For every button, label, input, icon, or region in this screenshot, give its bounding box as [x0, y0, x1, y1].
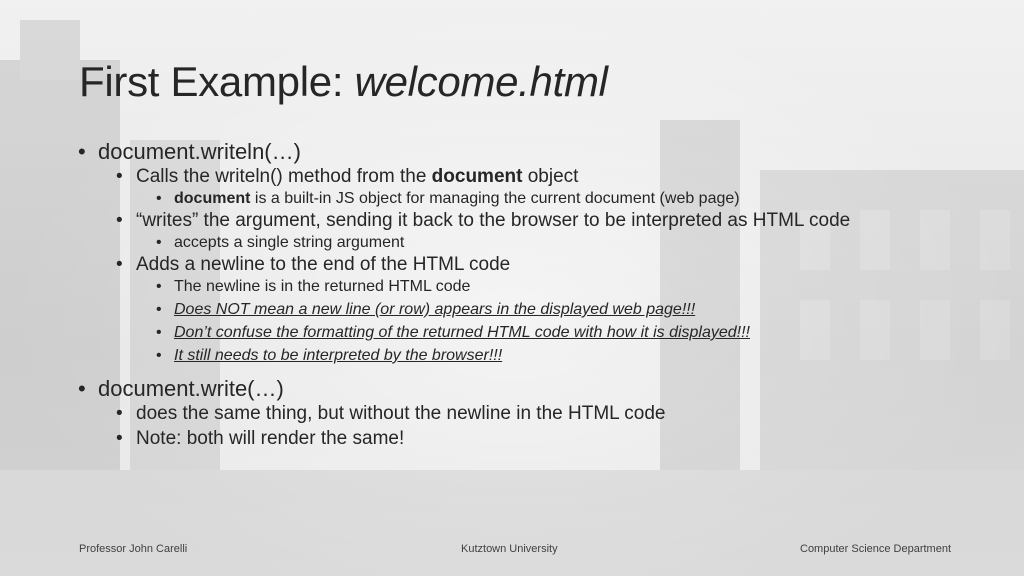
sub-sub-bullet-document-object [156, 187, 958, 210]
slide-title-filename: welcome.html [354, 58, 608, 105]
sub-sub-bullet-not-new-line [156, 298, 958, 321]
sub-bullet-adds-newline [116, 254, 958, 275]
sub-sub-bullet-text: accepts a single string argument [174, 234, 405, 251]
sub-sub-bullet-text: Does NOT mean a new line (or row) appears in the displayed web page!!! [174, 301, 696, 318]
bullet-write-text: document.write(…) [98, 376, 284, 401]
sub-bullet-calls-writeln [116, 166, 958, 187]
bullet-list [78, 134, 958, 449]
slide-title-main: First Example: [79, 58, 355, 105]
sub-sub-bullet-text: It still needs to be interpreted by the browser!!! [174, 347, 503, 364]
sub-bullet-text: Adds a newline to the end of the HTML code [136, 254, 511, 275]
sub-sub-bullet-text: Don’t confuse the formatting of the returned HTML code with how it is displayed!!! [174, 324, 750, 341]
footer-university: Kutztown University [461, 543, 558, 555]
bold-keyword-document: document [174, 190, 251, 207]
sub-sub-bullet-newline-in-code [156, 275, 958, 298]
sub-bullet-text: Note: both will render the same! [136, 428, 405, 449]
sub-bullet-writes-argument [116, 210, 958, 231]
sub-bullet-text: “writes” the argument, sending it back to the browser to be interpreted as HTML code [136, 210, 851, 231]
sub-sub-bullet-text: The newline is in the returned HTML code [174, 278, 471, 295]
sub-sub-bullet-interpreted [156, 344, 958, 367]
bullet-writeln [78, 138, 958, 166]
sub-sub-bullet-dont-confuse [156, 321, 958, 344]
bullet-write [78, 375, 958, 403]
footer-department: Computer Science Department [800, 543, 952, 555]
sub-bullet-same-thing [116, 403, 958, 424]
sub-sub-bullet-text: is a built-in JS object for managing the current document (web page) [250, 190, 740, 207]
slide-title [79, 58, 608, 106]
sub-bullet-text: Calls the writeln() method from the [136, 166, 432, 187]
sub-bullet-both-render [116, 428, 958, 449]
bold-keyword-document: document [431, 166, 523, 187]
sub-bullet-text: object [522, 166, 579, 187]
footer-author: Professor John Carelli [79, 543, 188, 555]
sub-sub-bullet-single-string [156, 231, 958, 254]
sub-bullet-text: does the same thing, but without the newline in the HTML code [136, 403, 666, 424]
bullet-writeln-text: document.writeln(…) [98, 139, 301, 164]
